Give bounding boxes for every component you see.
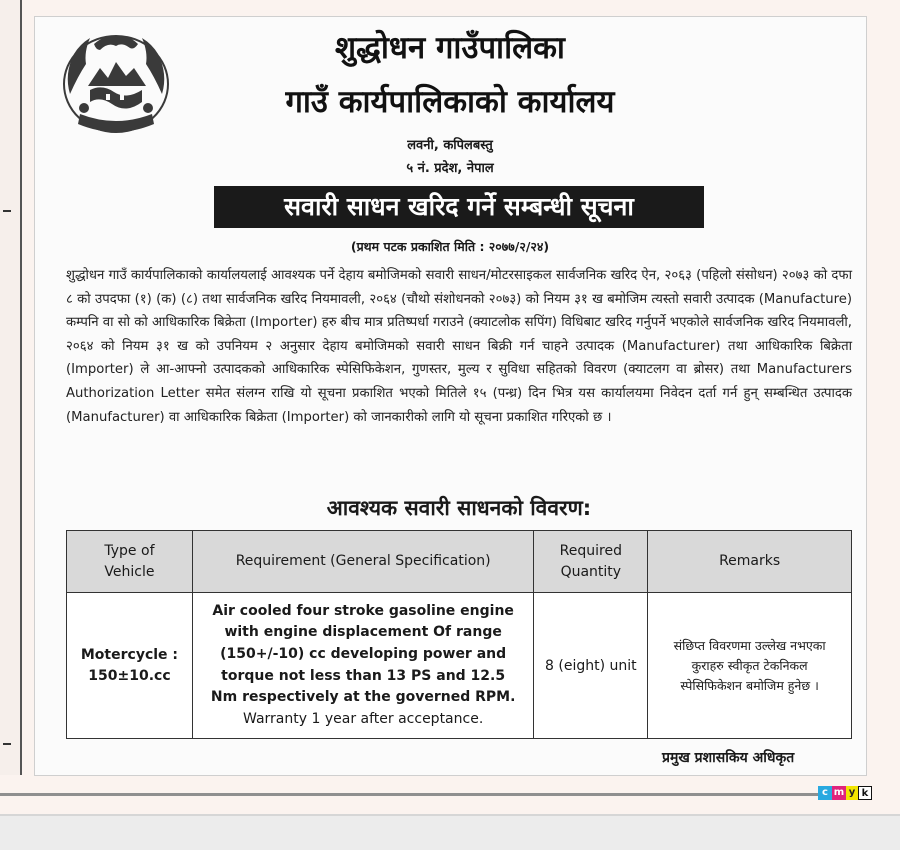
remarks-line: कुराहरु स्वीकृत टेकनिकल (691, 657, 808, 673)
header-required-quantity (534, 531, 648, 593)
cmyk-m: m (833, 787, 845, 798)
cmyk-print-marks (818, 786, 872, 800)
requirement-line: Air cooled four stroke gasoline engine (212, 602, 514, 619)
header-type-of-vehicle (67, 531, 193, 593)
table-row (67, 593, 852, 739)
address-line-2: ५ नं. प्रदेश, नेपाल (406, 161, 494, 176)
requirement-line: (150+/-10) cc developing power and (220, 645, 507, 662)
requirement-line: Nm respectively at the governed RPM. (210, 689, 516, 706)
cmyk-y: y (846, 786, 858, 800)
table-header-row (67, 531, 852, 593)
header-quantity-line-1: Required (559, 542, 622, 559)
vehicle-details-heading: आवश्यक सवारी साधनको विवरण: (326, 496, 592, 520)
strip-mark (3, 210, 11, 212)
office-name: गाउँ कार्यपालिकाको कार्यालय (285, 84, 615, 120)
cell-quantity: 8 (eight) unit (534, 593, 648, 739)
cell-requirement (192, 593, 533, 739)
bottom-band (0, 814, 900, 850)
notice-body-paragraph: शुद्धोधन गाउँ कार्यपालिकाको कार्यालयलाई आवश्यक पर्ने देहाय बमोजिमको सवारी साधन/मोटरसाइकल सार्वजनिक खरिद ऐन, २०६३ (पहिलो संसोधन) २०७३ को दफा ८ को उपदफा (१) (क) (८) तथा सार्वजनिक खरिद नियमावली, २०६४ (चौथो संशोधनको २०७३) को नियम ३१ ख बमोजिम त्यस्तो सवारी उत्पादक (Manufacture) कम्पनि वा सो को आधिकारिक बिक्रेता (Importer) हरु बीच मात्र प्रतिष्पर्धा गराउने (क्याटलोक सपिंग) विधिबाट खरिद गर्नुपर्ने भएकोले सार्वजनिक खरिद नियमावली, २०६४ को नियम ३१ ख को उपनियम २ अनुसार देहाय बमोजिमको सवारी साधन बिक्री गर्न चाहने उत्पादक (Manufacturer) तथा आधिकारिक बिक्रेता (Importer) ले आ-आफ्नो उत्पादकको आधिकारिक स्पेसिफिकेशन, गुणस्तर, मुल्य र सुविधा सहितको विवरण (क्याटलग वा ब्रोसर) तथा Manufacturers Authorization Letter समेत संलग्न राखि यो सूचना प्रकाशित भएको मितिले १५ (पन्ध्र) दिन भित्र यस कार्यालयमा निवेदन दर्ता गर्न हुन् सम्बन्धित उत्पादक (Manufacturer) वा आधिकारिक बिक्रेता (Importer) को जानकारीको लागि यो सूचना प्रकाशित गरिएको छ । (66, 268, 852, 425)
signatory-title: प्रमुख प्रशासकिय अधिकृत (662, 750, 795, 766)
publication-date: (प्रथम पटक प्रकाशित मिति : २०७७/२/२४) (350, 239, 550, 254)
strip-mark (3, 743, 11, 745)
remarks-line: संछिप्त विवरणमा उल्लेख नभएका (673, 637, 826, 653)
bottom-rule-line (0, 793, 818, 796)
vehicle-spec-table (66, 530, 852, 739)
header-type-line-1: Type of (104, 542, 155, 559)
header-quantity-line-2: Quantity (560, 563, 622, 580)
cell-vehicle-type (67, 593, 193, 739)
header-type-line-2: Vehicle (104, 563, 155, 580)
vehicle-type-line-2: 150±10.cc (88, 667, 171, 684)
vehicle-type-line-1: Motercycle : (80, 646, 179, 663)
header-remarks: Remarks (648, 531, 852, 593)
municipality-name: शुद्धोधन गाउँपालिका (335, 30, 565, 66)
requirement-line: torque not less than 13 PS and 12.5 (221, 667, 506, 684)
notice-title-banner: सवारी साधन खरिद गर्ने सम्बन्धी सूचना (214, 186, 704, 228)
cmyk-c: c (818, 786, 832, 800)
requirement-line: with engine displacement Of range (224, 624, 502, 641)
warranty-line: Warranty 1 year after acceptance. (243, 710, 484, 727)
address-line-1: लवनी, कपिलबस्तु (407, 138, 493, 153)
cell-remarks (648, 593, 852, 739)
remarks-line: स्पेसिफिकेशन बमोजिम हुनेछ । (680, 677, 819, 693)
header-requirement: Requirement (General Specification) (192, 531, 533, 593)
cmyk-k: k (858, 786, 872, 800)
